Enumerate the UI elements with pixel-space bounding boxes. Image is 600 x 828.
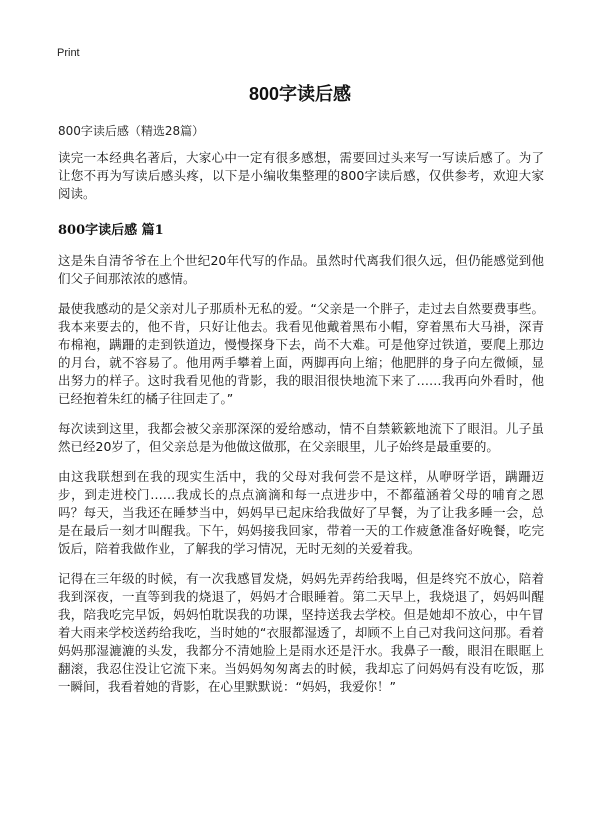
body-paragraph: 这是朱自清爷爷在上个世纪20年代写的作品。虽然时代离我们很久远，但仍能感觉到他们父子间那浓浓的感情。 [58, 253, 544, 286]
article-body [58, 149, 544, 708]
body-paragraph: 最使我感动的是父亲对儿子那质朴无私的爱。“父亲是一个胖子，走过去自然要费事些。我本来要去的，他不肯，只好让他去。我看见他戴着黑布小帽，穿着黑布大马褂，深青布棉袍，蹒跚的走到铁道边，慢慢探身下去，尚不大难。可是他穿过铁道，要爬上那边的月台，就不容易了。他用两手攀着上面，两脚再向上缩；他肥胖的身子向左微倾，显出努力的样子。这时我看见他的背影，我的眼泪很快地流下来了……我再向外看时，他已经抱着朱红的橘子往回走了。” [58, 301, 544, 406]
intro-paragraph: 读完一本经典名著后，大家心中一定有很多感想，需要回过头来写一写读后感了。为了让您不再为写读后感头疼，以下是小编收集整理的800字读后感，仅供参考，欢迎大家阅读。 [58, 150, 544, 201]
section-heading: 800字读后感 篇1 [58, 223, 164, 238]
body-paragraph: 记得在三年级的时候，有一次我感冒发烧，妈妈先弄药给我喝，但是终究不放心，陪着我到深夜，一直等到我的烧退了，妈妈才合眼睡着。第二天早上，我烧退了，妈妈叫醒我，陪我吃完早饭，妈妈怕耽误我的功课，坚持送我去学校。但是她却不放心，中午冒着大雨来学校送药给我吃，当时她的“衣服都湿透了，却顾不上自己对我问这问那。看着妈妈那湿漉漉的头发，我都分不清她脸上是雨水还是汗水。我鼻子一酸，眼泪在眼眶上翻滚，我忍住没让它流下来。当妈妈匆匆离去的时候，我却忘了问妈妈有没有吃饭，那一瞬间，我看着她的背影，在心里默默说：“妈妈，我爱你！” [58, 571, 544, 694]
body-paragraph: 每次读到这里，我都会被父亲那深深的爱给感动，情不自禁簌簌地流下了眼泪。儿子虽然已经20岁了，但父亲总是为他做这做那，在父亲眼里，儿子始终是最重要的。 [58, 421, 544, 454]
print-link[interactable]: Print [57, 47, 80, 59]
body-paragraph: 由这我联想到在我的现实生活中，我的父母对我何尝不是这样，从咿呀学语，蹒跚迈步，到走进校门……我成长的点点滴滴和每一点进步中，不都蕴涵着父母的哺育之恩吗？每天，当我还在睡梦当中，妈妈早已起床给我做好了早餐，为了让我多睡一会，总是在最后一刻才叫醒我。下午，妈妈接我回家，带着一天的工作疲惫准备好晚餐，吃完饭后，陪着我做作业，了解我的学习情况，无时无刻的关爱着我。 [58, 469, 544, 556]
page-title: 800字读后感 [248, 84, 352, 104]
document-subtitle: 800字读后感（精选28篇） [58, 124, 205, 138]
